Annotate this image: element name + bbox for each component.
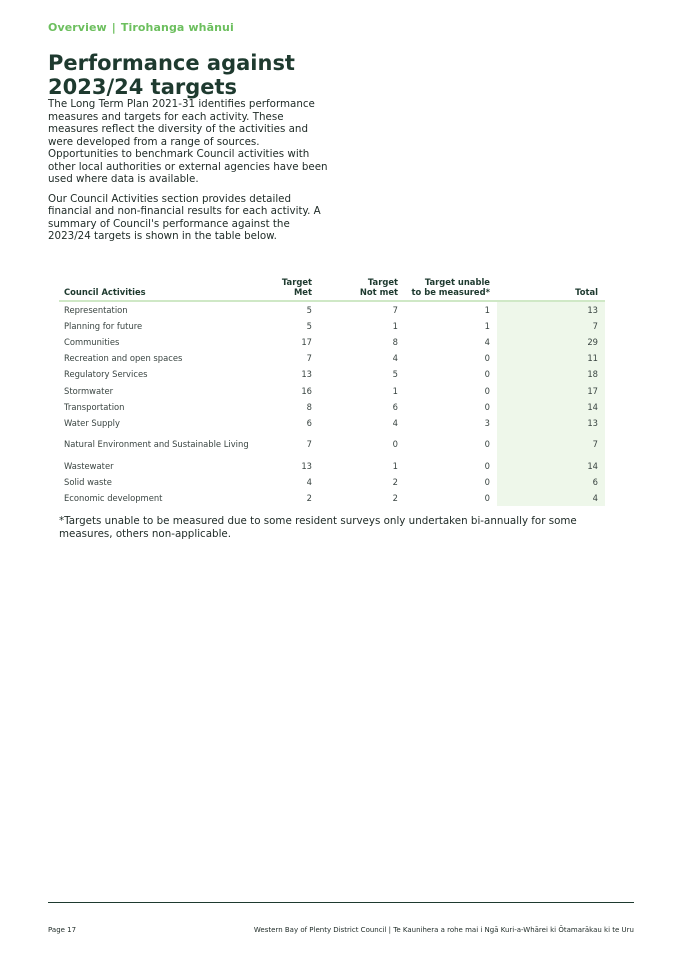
row-unable: 0 [484, 401, 490, 412]
header-total: Total [497, 277, 605, 301]
row-not-met: 8 [392, 337, 398, 348]
row-unable: 0 [484, 492, 490, 503]
row-met: 13 [301, 460, 312, 471]
row-met: 6 [306, 417, 312, 428]
row-total: 11 [497, 350, 605, 366]
header-target-met [269, 277, 319, 301]
table-footnote: *Targets unable to be measured due to some resident surveys only undertaken bi-annually for some measures, others non-applicable. [59, 515, 577, 540]
row-unable: 0 [484, 439, 490, 450]
row-activity: Recreation and open spaces [64, 353, 183, 364]
row-total: 17 [497, 382, 605, 398]
table-row [59, 382, 605, 398]
row-met: 16 [301, 385, 312, 396]
row-activity: Representation [64, 305, 128, 316]
intro-paragraph-1: The Long Term Plan 2021-31 identifies performance measures and targets for each activity. These measures reflect the diversity of the activities and were developed from a range of sources. Opportunities to benchmark Council activities with other local authorities or external agencies have been used where data is available. [48, 98, 328, 185]
row-total: 29 [497, 334, 605, 350]
row-unable: 0 [484, 385, 490, 396]
row-activity: Planning for future [64, 321, 143, 332]
row-activity: Wastewater [64, 460, 114, 471]
row-unable: 1 [484, 305, 490, 316]
row-unable: 4 [484, 337, 490, 348]
header-target-not-met-line2: Not met [359, 287, 398, 297]
row-unable: 0 [484, 476, 490, 487]
row-not-met: 1 [392, 460, 398, 471]
table-row [59, 415, 605, 431]
row-met: 4 [306, 476, 312, 487]
row-total: 7 [497, 431, 605, 458]
breadcrumb [48, 21, 234, 34]
row-total: 13 [497, 415, 605, 431]
row-total: 18 [497, 366, 605, 382]
row-not-met: 2 [392, 476, 398, 487]
row-not-met: 1 [392, 385, 398, 396]
row-activity: Water Supply [64, 417, 120, 428]
row-total: 14 [497, 458, 605, 474]
table-row [59, 490, 605, 506]
row-met: 5 [306, 321, 312, 332]
row-not-met: 0 [392, 439, 398, 450]
row-unable: 3 [484, 417, 490, 428]
row-not-met: 6 [392, 401, 398, 412]
row-met: 5 [306, 305, 312, 316]
table-row [59, 399, 605, 415]
footer-council-name: Western Bay of Plenty District Council | Te Kaunihera a rohe mai i Ngā Kuri-a-Whārei ki Ōtamarākau ki te Uru [253, 926, 634, 934]
row-total: 13 [497, 301, 605, 318]
row-total: 14 [497, 399, 605, 415]
intro-text [48, 98, 333, 250]
table-row [59, 474, 605, 490]
row-activity: Regulatory Services [64, 369, 148, 380]
table-row [59, 334, 605, 350]
row-activity: Stormwater [64, 385, 114, 396]
row-total: 6 [497, 474, 605, 490]
table-row [59, 301, 605, 318]
row-met: 7 [306, 439, 312, 450]
header-target-unable-line2: to be measured* [411, 287, 490, 297]
row-activity: Solid waste [64, 476, 112, 487]
header-target-not-met-line1: Target [367, 277, 398, 287]
table-row [59, 366, 605, 382]
row-met: 8 [306, 401, 312, 412]
row-met: 13 [301, 369, 312, 380]
row-not-met: 2 [392, 492, 398, 503]
row-unable: 0 [484, 353, 490, 364]
row-total: 4 [497, 490, 605, 506]
row-unable: 1 [484, 321, 490, 332]
row-activity: Communities [64, 337, 120, 348]
table-row [59, 318, 605, 334]
row-not-met: 7 [392, 305, 398, 316]
row-activity: Natural Environment and Sustainable Living [64, 439, 249, 450]
row-unable: 0 [484, 460, 490, 471]
intro-paragraph-2: Our Council Activities section provides detailed financial and non-financial results for each activity. A summary of Council's performance against the 2023/24 targets is shown in the table below. [48, 192, 321, 242]
header-target-met-line1: Target [281, 277, 312, 287]
row-not-met: 5 [392, 369, 398, 380]
header-target-unable-line1: Target unable [424, 277, 490, 287]
row-activity: Transportation [64, 401, 125, 412]
row-activity: Economic development [64, 492, 163, 503]
breadcrumb-maori: Tirohanga whānui [120, 21, 234, 34]
table-row [59, 350, 605, 366]
row-not-met: 1 [392, 321, 398, 332]
header-target-unable [405, 277, 497, 301]
breadcrumb-overview: Overview [48, 21, 107, 34]
table-header-row [59, 277, 605, 301]
header-council-activities: Council Activities [59, 277, 269, 301]
header-target-met-line2: Met [293, 287, 312, 297]
row-not-met: 4 [392, 353, 398, 364]
performance-table [59, 277, 605, 506]
footer-divider [48, 902, 634, 903]
table-row [59, 431, 605, 458]
header-target-not-met [319, 277, 405, 301]
row-unable: 0 [484, 369, 490, 380]
breadcrumb-separator: | [111, 21, 116, 34]
table-row [59, 458, 605, 474]
row-not-met: 4 [392, 417, 398, 428]
row-met: 17 [301, 337, 312, 348]
row-met: 2 [306, 492, 312, 503]
row-met: 7 [306, 353, 312, 364]
page-title: Performance against 2023/24 targets [48, 51, 295, 99]
page-number: Page 17 [48, 926, 77, 934]
row-total: 7 [497, 318, 605, 334]
